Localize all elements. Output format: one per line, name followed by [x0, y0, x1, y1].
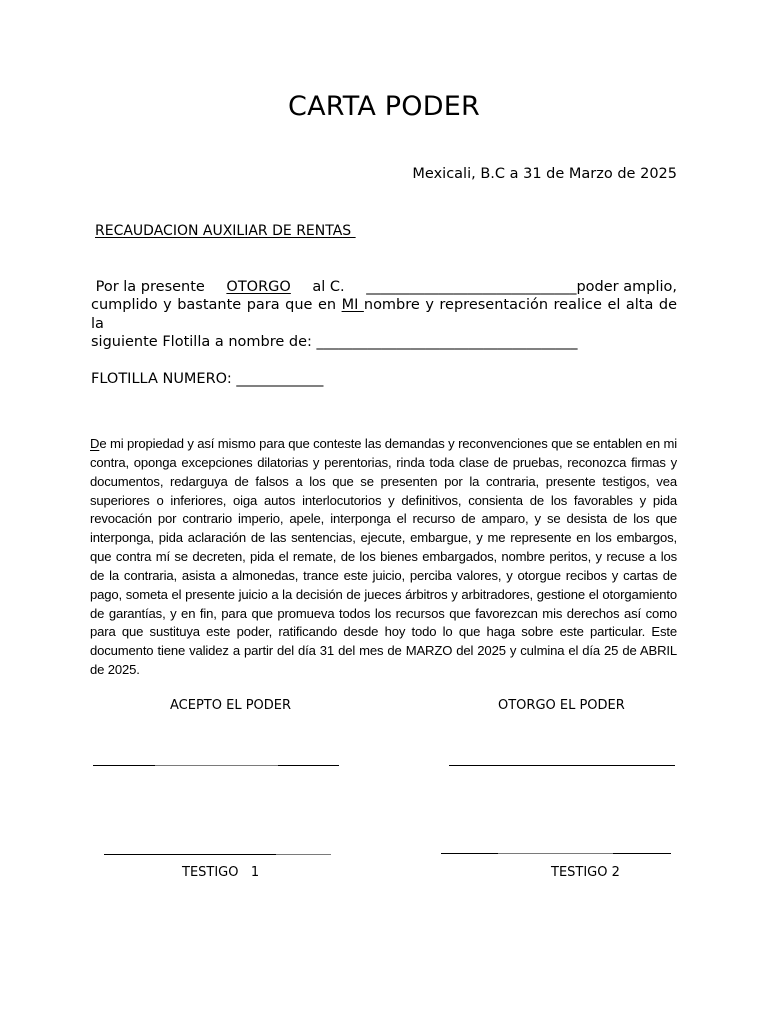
mi-word: MI: [341, 297, 364, 314]
intro-line-2: [91, 296, 677, 333]
testigo-2-label: TESTIGO 2: [551, 865, 620, 880]
addressee: RECAUDACION AUXILIAR DE RENTAS: [95, 223, 356, 239]
signature-line-acepto: [155, 765, 278, 766]
signature-line-testigo-1: [104, 854, 276, 855]
acepto-label: ACEPTO EL PODER: [170, 698, 292, 713]
signature-line-acepto: [278, 765, 339, 766]
body-text: e mi propiedad y así mismo para que conteste las demandas y reconvenciones que se entablen en mi contra, oponga excepciones dilatorias y perentorias, rinda toda clase de pruebas, reconozca firmas y documentos, redarguya de falsos a los que se presenten por la contraria, presente testigos, vea superiores o inferiores, oiga autos interlocutorios y definitivos, consienta de los favorables y pida revocación por contrario imperio, apele, interponga el recurso de amparo, y se desista de los que interponga, pida aclaración de las sentencias, ejecute, embargue, y me represente en los embargos, que contra mí se decreten, pida el remate, de los bienes embargados, nombre peritos, y recuse a los de la contraria, asista a almonedas, trance este juicio, perciba valores, y otorgue recibos y cartas de pago, someta el presente juicio a la decisión de jueces árbitros y arbitradores, gestione el otorgamiento de garantías, y en fin, para que promueva todos los recursos que favorezcan mis derechos así como para que sustituya este poder, ratificando desde hoy todo lo que haga sobre este particular. Este documento tiene validez a partir del día 31 del mes de MARZO del 2025 y culmina el día 25 de ABRIL de 2025.: [90, 436, 677, 678]
intro-text: nombre y representación realice el alta de la: [91, 297, 677, 332]
signature-line-testigo-1: [276, 854, 331, 855]
intro-paragraph: [91, 278, 677, 351]
signature-line-otorgo: [449, 765, 675, 766]
place-date: Mexicali, B.C a 31 de Marzo de 2025: [412, 166, 677, 182]
otorgo-label: OTORGO EL PODER: [498, 698, 625, 713]
intro-line-1: [91, 278, 677, 296]
body-first-letter: D: [90, 436, 100, 451]
intro-text: cumplido y bastante para que en: [91, 297, 342, 314]
testigo-1-label: [182, 865, 259, 880]
intro-text: al C.: [312, 279, 345, 295]
intro-text: poder amplio,: [576, 279, 677, 295]
signature-line-testigo-2: [498, 853, 613, 854]
signature-line-testigo-2: [613, 853, 671, 854]
flotilla-number: FLOTILLA NUMERO: ____________: [91, 371, 324, 387]
intro-line-3: siguiente Flotilla a nombre de: ____________________________________: [91, 333, 578, 350]
document-title: CARTA PODER: [288, 91, 480, 122]
testigo-1-text: TESTIGO 1: [182, 865, 260, 880]
body-paragraph: [90, 435, 677, 680]
signature-line-acepto: [93, 765, 155, 766]
signature-line-testigo-2: [441, 853, 498, 854]
intro-text: Por la presente: [91, 279, 205, 295]
otorgo-word: OTORGO: [226, 279, 291, 295]
name-blank-line: _____________________________: [366, 279, 577, 295]
name-blank: [366, 278, 677, 296]
